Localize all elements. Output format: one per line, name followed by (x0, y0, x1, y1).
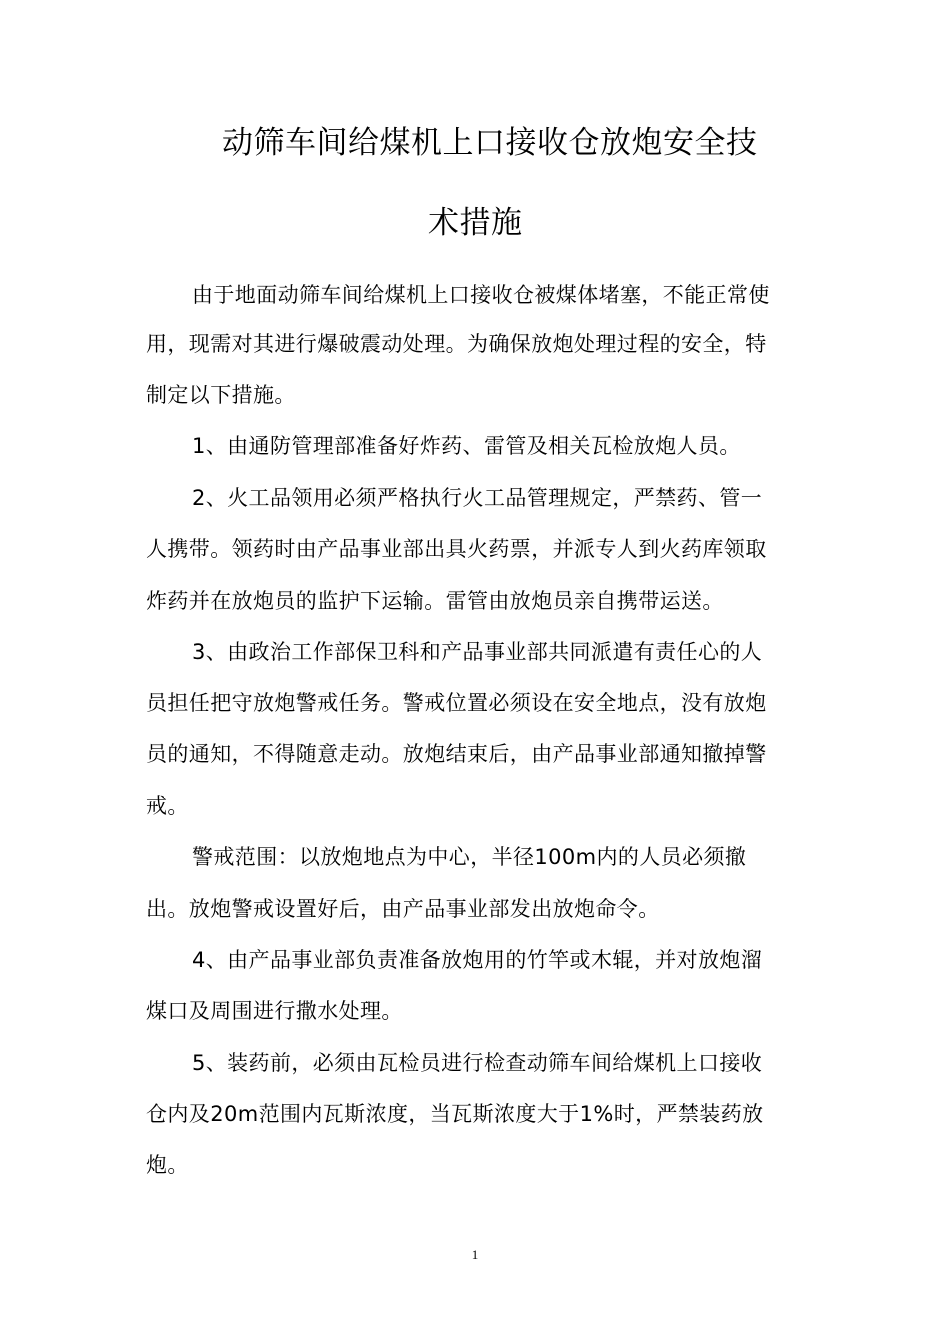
paragraph-line: 仓内及20m范围内瓦斯浓度，当瓦斯浓度大于1%时，严禁装药放 (146, 1102, 764, 1126)
page-number: 1 (471, 1247, 479, 1262)
paragraph-line: 员担任把守放炮警戒任务。警戒位置必须设在安全地点，没有放炮 (146, 691, 767, 715)
paragraph-line: 炸药并在放炮员的监护下运输。雷管由放炮员亲自携带运送。 (146, 589, 724, 613)
paragraph-line: 煤口及周围进行撒水处理。 (146, 999, 403, 1023)
paragraph-line: 戒。 (146, 794, 189, 818)
paragraph-line: 警戒范围：以放炮地点为中心，半径100m内的人员必须撤 (192, 845, 747, 869)
paragraph-line: 用，现需对其进行爆破震动处理。为确保放炮处理过程的安全，特 (146, 332, 767, 356)
paragraph-line: 4、由产品事业部负责准备放炮用的竹竿或木辊，并对放炮溜 (192, 948, 763, 972)
paragraph-line: 由于地面动筛车间给煤机上口接收仓被煤体堵塞，不能正常使 (192, 283, 770, 307)
paragraph-line: 1、由通防管理部准备好炸药、雷管及相关瓦检放炮人员。 (192, 434, 741, 458)
paragraph-line: 3、由政治工作部保卫科和产品事业部共同派遣有责任心的人 (192, 640, 763, 664)
document-title-line-2: 术措施 (428, 205, 523, 241)
paragraph-line: 出。放炮警戒设置好后，由产品事业部发出放炮命令。 (146, 897, 660, 921)
paragraph-line: 制定以下措施。 (146, 383, 296, 407)
paragraph-line: 人携带。领药时由产品事业部出具火药票，并派专人到火药库领取 (146, 537, 767, 561)
paragraph-line: 5、装药前，必须由瓦检员进行检查动筛车间给煤机上口接收 (192, 1051, 763, 1075)
paragraph-line: 炮。 (146, 1153, 189, 1177)
document-title-line-1: 动筛车间给煤机上口接收仓放炮安全技 (222, 125, 758, 161)
paragraph-line: 2、火工品领用必须严格执行火工品管理规定，严禁药、管一 (192, 486, 763, 510)
paragraph-line: 员的通知，不得随意走动。放炮结束后，由产品事业部通知撤掉警 (146, 742, 767, 766)
